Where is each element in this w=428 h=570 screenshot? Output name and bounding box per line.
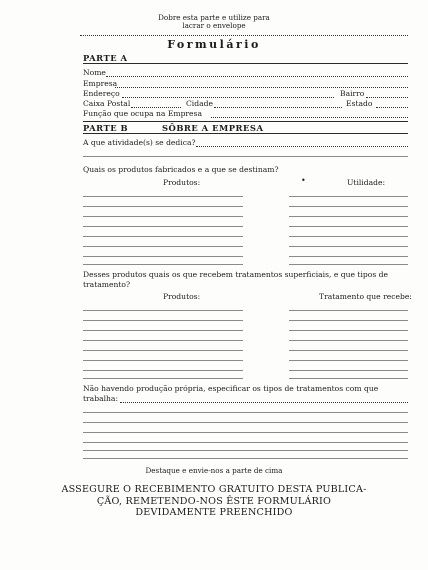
funcao-label: Função que ocupa na Empresa — [83, 109, 202, 118]
q3-answer-line-1-col-2[interactable] — [289, 310, 408, 311]
q3-answer-line-2-col-2[interactable] — [289, 320, 408, 321]
q2-col-produtos: Produtos: — [163, 178, 201, 187]
q3-col-tratamento: Tratamento que recebe: — [319, 292, 412, 301]
q4-label-1: Não havendo produção própria, especificar os tipos de tratamentos com que — [83, 384, 379, 393]
estado-field[interactable] — [376, 107, 408, 108]
bairro-label: Bairro — [340, 89, 365, 98]
detach-instruction: Destaque e envie-nos a parte de cima — [145, 466, 283, 475]
q4-answer-line-4-col-1[interactable] — [83, 442, 408, 443]
nome-field[interactable] — [106, 76, 408, 77]
q4-answer-line-2-col-1[interactable] — [83, 422, 408, 423]
q1-label: A que atividade(s) se dedica? — [83, 138, 196, 147]
q3-answer-line-7-col-2[interactable] — [289, 370, 408, 371]
q3-answer-line-8-col-2[interactable] — [289, 378, 408, 379]
q2-answer-line-5-col-2[interactable] — [289, 236, 408, 237]
cidade-label: Cidade — [186, 99, 213, 108]
part-b-heading: PARTE B — [83, 123, 129, 133]
q2-answer-line-5-col-1[interactable] — [83, 236, 243, 237]
q3-answer-line-5-col-1[interactable] — [83, 350, 243, 351]
q4-answer-line-1-col-1[interactable] — [83, 412, 408, 413]
fold-line — [80, 35, 408, 36]
q2-answer-line-6-col-2[interactable] — [289, 246, 408, 247]
form-title: Formulário — [167, 38, 261, 51]
q3-answer-line-6-col-1[interactable] — [83, 360, 243, 361]
q2-col-utilidade: Utilidade: — [347, 178, 386, 187]
fold-instruction-line-2: lacrar o envelope — [182, 21, 246, 30]
q2-answer-line-3-col-2[interactable] — [289, 216, 408, 217]
cidade-field[interactable] — [214, 107, 342, 108]
q2-answer-line-2-col-2[interactable] — [289, 206, 408, 207]
q2-answer-line-1-col-1[interactable] — [83, 196, 243, 197]
empresa-label: Empresa — [83, 79, 118, 88]
q4-field[interactable] — [120, 402, 408, 403]
q3-answer-line-1-col-1[interactable] — [83, 310, 243, 311]
part-b-subheading: SÔBRE A EMPRESA — [162, 123, 264, 133]
part-b-rule — [83, 133, 408, 134]
q3-col-produtos: Produtos: — [163, 292, 201, 301]
q4-answer-line-3-col-1[interactable] — [83, 432, 408, 433]
q3-answer-line-4-col-1[interactable] — [83, 340, 243, 341]
q3-label-1: Desses produtos quais os que recebem tratamentos superficiais, e que tipos de — [83, 270, 388, 279]
q2-answer-line-8-col-1[interactable] — [83, 264, 243, 265]
funcao-field[interactable] — [211, 117, 408, 118]
q4-label-2: trabalha: — [83, 394, 119, 403]
q2-answer-line-4-col-2[interactable] — [289, 226, 408, 227]
q3-label-2: tratamento? — [83, 280, 131, 289]
caixa-postal-field[interactable] — [131, 107, 181, 108]
footer-notice-line-3: DEVIDAMENTE PREENCHIDO — [135, 507, 293, 518]
q3-answer-line-6-col-2[interactable] — [289, 360, 408, 361]
q3-answer-line-3-col-2[interactable] — [289, 330, 408, 331]
footer-notice-line-2: ÇÃO, REMETENDO-NOS ÊSTE FORMULÁRIO — [96, 495, 332, 507]
q3-answer-line-2-col-1[interactable] — [83, 320, 243, 321]
q2-answer-line-8-col-2[interactable] — [289, 264, 408, 265]
footer-notice-line-1: ASSEGURE O RECEBIMENTO GRATUITO DESTA PUBLICA- — [61, 484, 367, 495]
q2-answer-line-7-col-1[interactable] — [83, 256, 243, 257]
q2-answer-line-7-col-2[interactable] — [289, 256, 408, 257]
q4-answer-line-6-col-1[interactable] — [83, 458, 408, 459]
footer-notice — [0, 484, 428, 519]
endereco-field[interactable] — [122, 97, 334, 98]
q3-answer-line-7-col-1[interactable] — [83, 370, 243, 371]
q3-answer-line-8-col-1[interactable] — [83, 378, 243, 379]
nome-label: Nome — [83, 68, 106, 77]
q2-label: Quais os produtos fabricados e a que se destinam? — [83, 165, 279, 174]
q3-answer-line-4-col-2[interactable] — [289, 340, 408, 341]
q4-answer-line-5-col-1[interactable] — [83, 450, 408, 451]
part-b-top-rule — [83, 121, 408, 122]
fold-instruction — [0, 14, 428, 30]
estado-label: Estado — [346, 99, 373, 108]
q1-field[interactable] — [196, 146, 408, 147]
q2-answer-line-3-col-1[interactable] — [83, 216, 243, 217]
q2-answer-line-4-col-1[interactable] — [83, 226, 243, 227]
empresa-field[interactable] — [115, 87, 408, 88]
q2-answer-line-1-col-2[interactable] — [289, 196, 408, 197]
q1-line[interactable] — [83, 156, 408, 157]
bullet-mark: • — [301, 176, 306, 185]
bairro-field[interactable] — [366, 97, 408, 98]
part-a-rule — [83, 63, 408, 64]
fold-instruction-line-1: Dobre esta parte e utilize para — [158, 13, 270, 22]
caixa-postal-label: Caixa Postal — [83, 99, 131, 108]
q2-answer-line-2-col-1[interactable] — [83, 206, 243, 207]
q3-answer-line-3-col-1[interactable] — [83, 330, 243, 331]
part-a-heading: PARTE A — [83, 53, 128, 63]
q2-answer-line-6-col-1[interactable] — [83, 246, 243, 247]
endereco-label: Endereço — [83, 89, 120, 98]
q3-answer-line-5-col-2[interactable] — [289, 350, 408, 351]
